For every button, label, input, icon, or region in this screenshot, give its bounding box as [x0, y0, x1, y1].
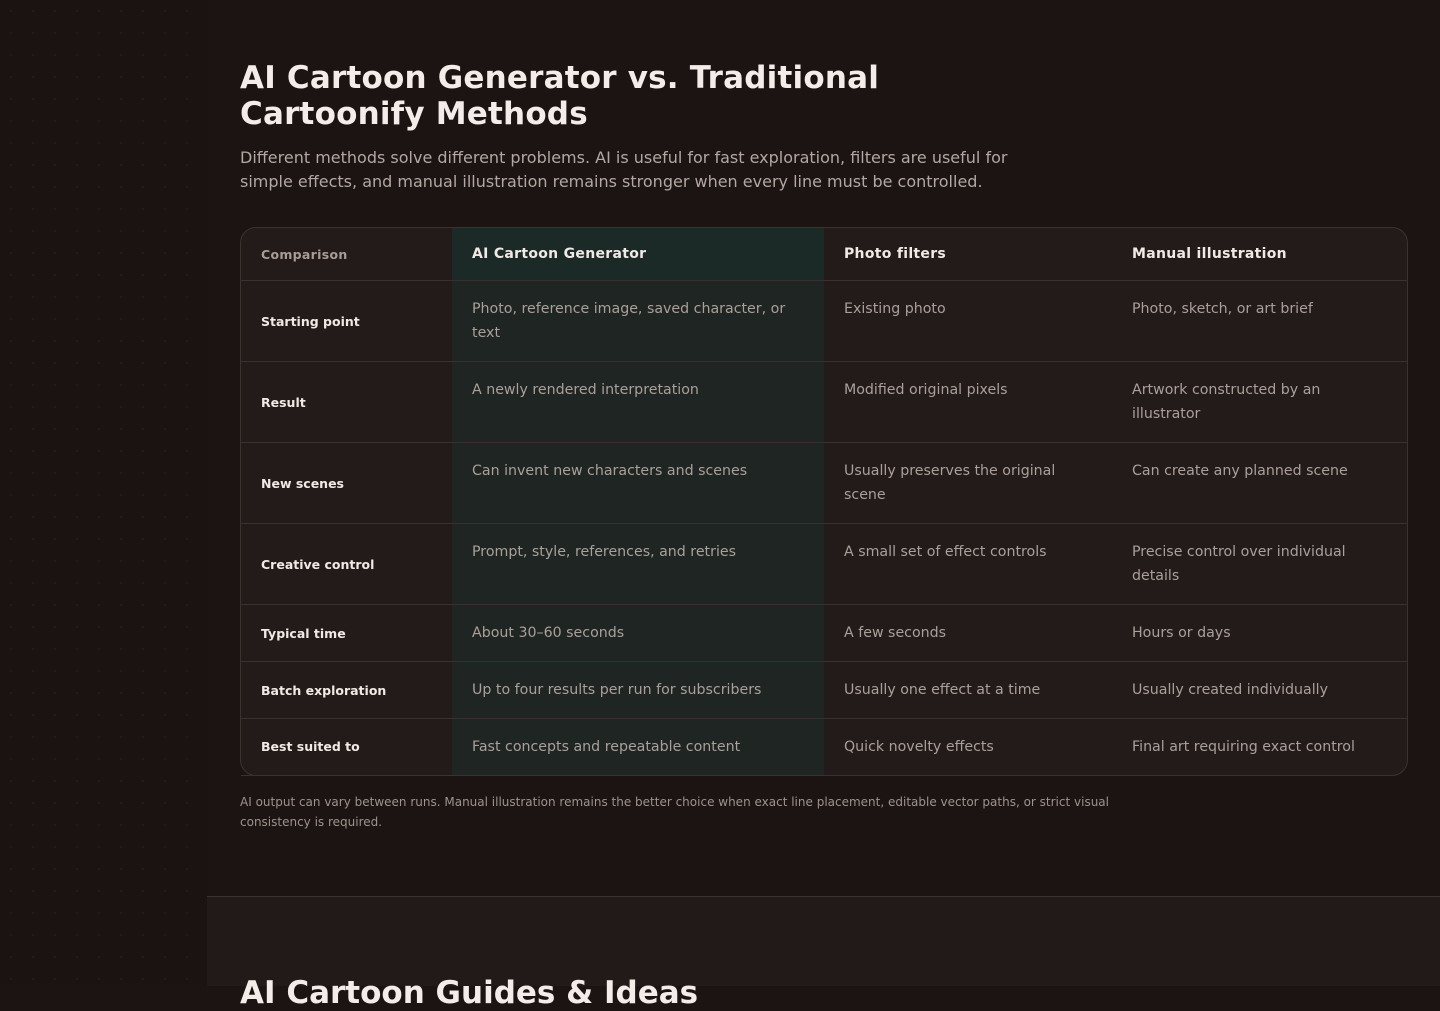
cell-ai: Fast concepts and repeatable content	[452, 719, 824, 776]
cell-ai: Up to four results per run for subscribers	[452, 662, 824, 719]
cell-filters: Usually preserves the original scene	[824, 443, 1112, 524]
row-label: Creative control	[241, 524, 452, 605]
left-rail-background	[0, 0, 208, 985]
cell-ai: Prompt, style, references, and retries	[452, 524, 824, 605]
cell-filters: Quick novelty effects	[844, 739, 994, 755]
header-photo-filters: Photo filters	[824, 228, 1112, 281]
cell-filters: Modified original pixels	[824, 362, 1112, 443]
section-subtitle: Different methods solve different problems. AI is useful for fast exploration, filters are useful for simple effects, and manual illustration remains stronger when every line must be controlled.	[240, 148, 1008, 191]
header-comparison: Comparison	[241, 228, 452, 281]
table-row	[241, 524, 1407, 605]
table-row	[241, 719, 1407, 776]
cell-manual: Photo, sketch, or art brief	[1112, 281, 1407, 362]
row-label: Best suited to	[241, 719, 452, 776]
cell-manual: Can create any planned scene	[1112, 443, 1407, 524]
cell-manual: Final art requiring exact control	[1132, 739, 1355, 755]
comparison-table	[240, 227, 1408, 776]
cell-manual: Precise control over individual details	[1112, 524, 1407, 605]
cell-ai: Photo, reference image, saved character, or text	[452, 281, 824, 362]
row-label: Result	[241, 362, 452, 443]
cell-manual: Hours or days	[1112, 605, 1407, 662]
cell-filters: A few seconds	[824, 605, 1112, 662]
header-ai-cartoon-generator: AI Cartoon Generator	[452, 228, 824, 281]
row-label: Batch exploration	[241, 662, 452, 719]
table-row	[241, 662, 1407, 719]
table-row	[241, 443, 1407, 524]
header-manual-illustration: Manual illustration	[1112, 228, 1407, 281]
table-header-row	[241, 228, 1407, 281]
guides-section-title: AI Cartoon Guides & Ideas	[240, 975, 699, 1011]
cell-ai: Can invent new characters and scenes	[452, 443, 824, 524]
cell-ai: A newly rendered interpretation	[452, 362, 824, 443]
cell-filters: Existing photo	[824, 281, 1112, 362]
cell-filters: A small set of effect controls	[824, 524, 1112, 605]
table-row	[241, 605, 1407, 662]
table-row	[241, 281, 1407, 362]
cell-ai: About 30–60 seconds	[452, 605, 824, 662]
cell-manual: Artwork constructed by an illustrator	[1112, 362, 1407, 443]
cell-manual: Usually created individually	[1112, 662, 1407, 719]
table-footnote: AI output can vary between runs. Manual illustration remains the better choice when exact line placement, editable vector paths, or strict visual consistency is required.	[240, 795, 1109, 829]
row-label: New scenes	[241, 443, 452, 524]
guides-section	[207, 896, 1440, 1011]
row-label: Typical time	[241, 605, 452, 662]
table-row	[241, 362, 1407, 443]
section-title: AI Cartoon Generator vs. Traditional Cartoonify Methods	[240, 60, 880, 132]
cell-filters: Usually one effect at a time	[824, 662, 1112, 719]
row-label: Starting point	[241, 281, 452, 362]
